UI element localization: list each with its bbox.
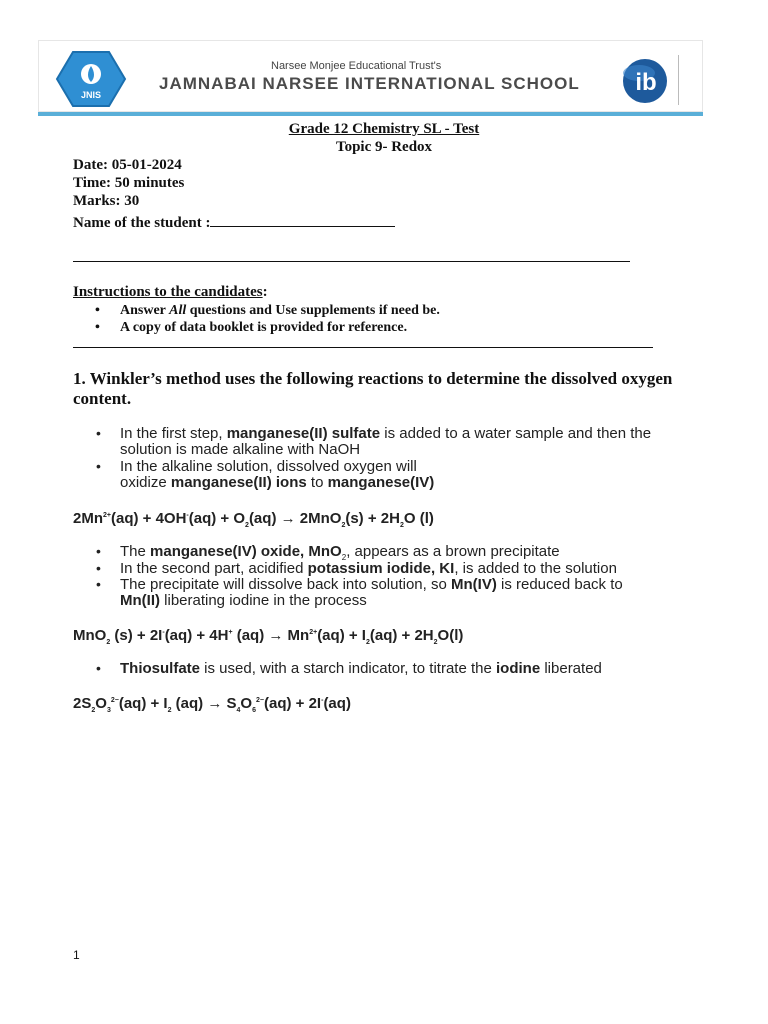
instructions-heading: Instructions to the candidates: xyxy=(73,284,268,300)
test-date: Date: 05-01-2024 xyxy=(73,157,182,173)
list-item: • In the first step, manganese(II) sulfate is added to a water sample and then the solution is made alkaline with NaOH xyxy=(96,425,652,458)
school-logo xyxy=(55,48,127,110)
header-rule xyxy=(38,112,703,116)
student-name-label: Name of the student : xyxy=(73,215,211,231)
student-name-line[interactable] xyxy=(73,212,395,232)
list-item: • In the alkaline solution, dissolved oxygen will oxidize manganese(II) ions to manganese(IV) xyxy=(96,458,435,491)
ib-logo xyxy=(615,57,677,105)
equation-1: $2Mn^{2+}(aq) + 4OH^-(aq) + O_2(aq) \to 2MnO_2(s) + 2H_2O$ (l) xyxy=(73,510,434,529)
ib-logo-text: ib xyxy=(635,69,657,96)
equation-2: MnO$_2$ (s) + 2I-(aq) + 4H+ $(aq) \to Mn^{2+}(aq) + I_2(aq) + 2H_2O(l)$ xyxy=(73,627,464,646)
list-item: • Thiosulfate is used, with a starch indicator, to titrate the iodine liberated xyxy=(96,660,602,677)
list-item: • In the second part, acidified potassium iodide, KI, is added to the solution xyxy=(96,560,617,577)
test-title: Grade 12 Chemistry SL - Test xyxy=(288,121,480,137)
test-time: Time: 50 minutes xyxy=(73,175,185,191)
page-number: 1 xyxy=(73,948,80,962)
student-name-blank[interactable] xyxy=(210,212,395,227)
list-item: • The precipitate will dissolve back into solution, so Mn(IV) is reduced back to Mn(II) liberating iodine in the process xyxy=(96,576,623,609)
question-1-title: 1. Winkler’s method uses the following reactions to determine the dissolved oxygen content. xyxy=(73,369,673,408)
test-marks: Marks: 30 xyxy=(73,193,140,209)
equation-3: $2S_2O_3^{2-}(aq) + I_2$ $(aq) \to S_4O_6^{2-}(aq) + 2I^-(aq)$ xyxy=(73,695,351,714)
header-divider xyxy=(678,55,679,105)
instruction-item: • Answer All questions and Use supplements if need be. xyxy=(95,303,440,318)
list-item: • The manganese(IV) oxide, MnO$_2$, appears as a brown precipitate xyxy=(96,543,560,562)
school-name: JAMNABAI NARSEE INTERNATIONAL SCHOOL xyxy=(159,74,580,93)
separator-line xyxy=(73,261,630,262)
separator-line xyxy=(73,347,653,348)
school-header xyxy=(38,40,703,112)
trust-name: Narsee Monjee Educational Trust's xyxy=(271,60,442,72)
instruction-item: • A copy of data booklet is provided for reference. xyxy=(95,320,408,335)
test-topic: Topic 9- Redox xyxy=(335,139,433,155)
logo-text: JNIS xyxy=(80,90,102,100)
